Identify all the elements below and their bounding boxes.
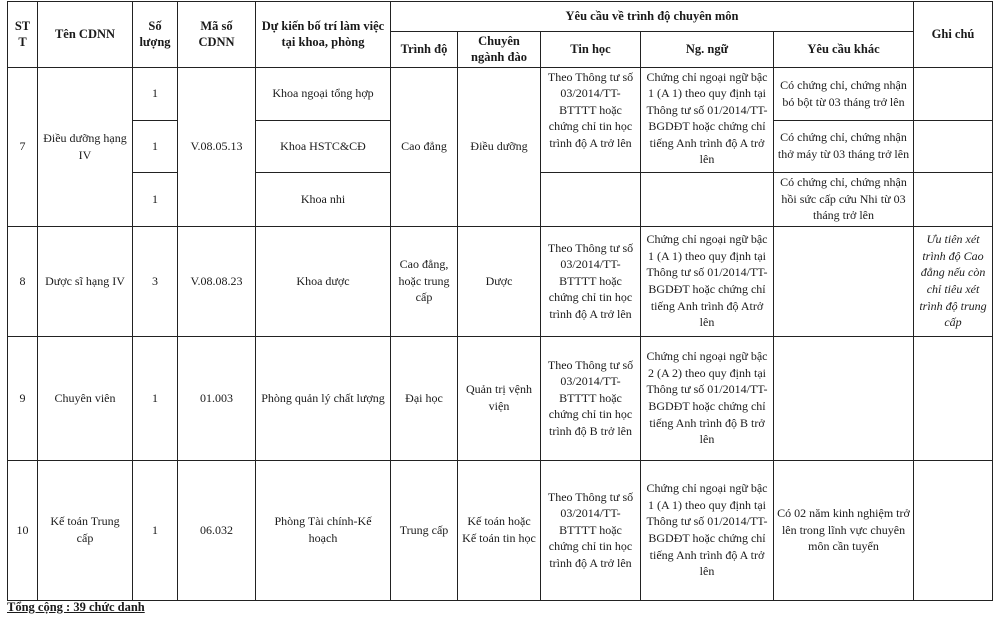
cell-chuyen-nganh: Dược: [458, 226, 541, 336]
cell-yeu-cau-khac: Có chứng chỉ, chứng nhận thở máy từ 03 tháng trở lên: [774, 120, 914, 172]
cell-tin-hoc: Theo Thông tư số 03/2014/TT-BTTTT hoặc chứng chỉ tin học trình độ A trở lên: [541, 67, 641, 172]
header-chuyen-nganh: Chuyên ngành đào: [458, 32, 541, 68]
cell-ma-so: 06.032: [178, 460, 256, 600]
table-row-8: [8, 226, 993, 336]
cell-ngoai-ngu: Chứng chỉ ngoại ngữ bậc 1 (A 1) theo quy định tại Thông tư số 01/2014/TT-BGDĐT hoặc chứng chỉ tiếng Anh trình độ A trở lên: [641, 67, 774, 172]
table-row-10: [8, 460, 993, 600]
cell-ma-so: V.08.08.23: [178, 226, 256, 336]
cell-stt: 7: [8, 67, 38, 226]
cell-so-luong: 1: [133, 67, 178, 120]
cell-so-luong: 1: [133, 336, 178, 460]
header-du-kien: Dự kiến bố trí làm việc tại khoa, phòng: [256, 2, 391, 68]
cell-so-luong: 1: [133, 172, 178, 226]
cell-ma-so: 01.003: [178, 336, 256, 460]
cell-ten: Chuyên viên: [38, 336, 133, 460]
header-stt: ST T: [8, 2, 38, 68]
cell-chuyen-nganh: Điều dưỡng: [458, 67, 541, 226]
cell-yeu-cau-khac: Có 02 năm kinh nghiệm trở lên trong lĩnh vực chuyên môn cần tuyển: [774, 460, 914, 600]
cell-ngoai-ngu-empty: [641, 172, 774, 226]
cell-tin-hoc: Theo Thông tư số 03/2014/TT-BTTTT hoặc chứng chỉ tin học trình độ A trở lên: [541, 226, 641, 336]
cell-yeu-cau-khac: Có chứng chỉ, chứng nhận bó bột từ 03 tháng trở lên: [774, 67, 914, 120]
cell-trinh-do: Cao đẳng: [391, 67, 458, 226]
cell-ngoai-ngu: Chứng chỉ ngoại ngữ bậc 1 (A 1) theo quy định tại Thông tư số 01/2014/TT-BGDĐT hoặc chứng chỉ tiếng Anh trình độ Atrở lên: [641, 226, 774, 336]
header-row: [8, 2, 993, 32]
cell-stt: 9: [8, 336, 38, 460]
cell-ten: Điều dưỡng hạng IV: [38, 67, 133, 226]
cell-yeu-cau-khac: [774, 226, 914, 336]
header-yeu-cau-khac: Yêu cầu khác: [774, 32, 914, 68]
cell-so-luong: 3: [133, 226, 178, 336]
cell-tin-hoc-empty: [541, 172, 641, 226]
total-summary: Tổng cộng : 39 chức danh: [7, 600, 145, 614]
cell-du-kien: Khoa nhi: [256, 172, 391, 226]
cell-du-kien: Phòng quản lý chất lượng: [256, 336, 391, 460]
cell-ghi-chu: [914, 172, 993, 226]
cell-ten: Kế toán Trung cấp: [38, 460, 133, 600]
cell-du-kien: Phòng Tài chính-Kế hoạch: [256, 460, 391, 600]
recruitment-table: [7, 1, 993, 601]
header-tin-hoc: Tin học: [541, 32, 641, 68]
cell-so-luong: 1: [133, 120, 178, 172]
table-row-7: [8, 67, 993, 120]
header-trinh-do: Trình độ: [391, 32, 458, 68]
cell-so-luong: 1: [133, 460, 178, 600]
cell-ghi-chu: [914, 336, 993, 460]
cell-ghi-chu: Ưu tiên xét trình độ Cao đẳng nếu còn chỉ tiêu xét trình độ trung cấp: [914, 226, 993, 336]
cell-stt: 8: [8, 226, 38, 336]
cell-trinh-do: Đại học: [391, 336, 458, 460]
cell-ngoai-ngu: Chứng chỉ ngoại ngữ bậc 2 (A 2) theo quy định tại Thông tư số 01/2014/TT-BGDĐT hoặc chứng chỉ tiếng Anh trình độ B trở lên: [641, 336, 774, 460]
table-row-9: [8, 336, 993, 460]
cell-ngoai-ngu: Chứng chỉ ngoại ngữ bậc 1 (A 1) theo quy định tại Thông tư số 01/2014/TT-BGDĐT hoặc chứng chỉ tiếng Anh trình độ A trở lên: [641, 460, 774, 600]
header-ngoai-ngu: Ng. ngữ: [641, 32, 774, 68]
cell-yeu-cau-khac: [774, 336, 914, 460]
cell-stt: 10: [8, 460, 38, 600]
cell-ghi-chu: [914, 120, 993, 172]
cell-tin-hoc: Theo Thông tư số 03/2014/TT-BTTTT hoặc chứng chỉ tin học trình độ B trở lên: [541, 336, 641, 460]
cell-chuyen-nganh: Kế toán hoặc Kế toán tin học: [458, 460, 541, 600]
cell-ma-so: V.08.05.13: [178, 67, 256, 226]
cell-tin-hoc: Theo Thông tư số 03/2014/TT-BTTTT hoặc chứng chỉ tin học trình độ A trở lên: [541, 460, 641, 600]
header-ma-so: Mã số CDNN: [178, 2, 256, 68]
cell-yeu-cau-khac: Có chứng chỉ, chứng nhận hồi sức cấp cứu Nhi từ 03 tháng trở lên: [774, 172, 914, 226]
header-yeu-cau: Yêu cầu về trình độ chuyên môn: [391, 2, 914, 32]
cell-du-kien: Khoa ngoại tổng hợp: [256, 67, 391, 120]
cell-trinh-do: Trung cấp: [391, 460, 458, 600]
header-ten-cdnn: Tên CDNN: [38, 2, 133, 68]
cell-trinh-do: Cao đẳng, hoặc trung cấp: [391, 226, 458, 336]
cell-ten: Dược sĩ hạng IV: [38, 226, 133, 336]
header-so-luong: Số lượng: [133, 2, 178, 68]
cell-chuyen-nganh: Quản trị vệnh viện: [458, 336, 541, 460]
cell-ghi-chu: [914, 460, 993, 600]
cell-ghi-chu: [914, 67, 993, 120]
cell-du-kien: Khoa HSTC&CĐ: [256, 120, 391, 172]
cell-du-kien: Khoa dược: [256, 226, 391, 336]
header-ghi-chu: Ghi chú: [914, 2, 993, 68]
